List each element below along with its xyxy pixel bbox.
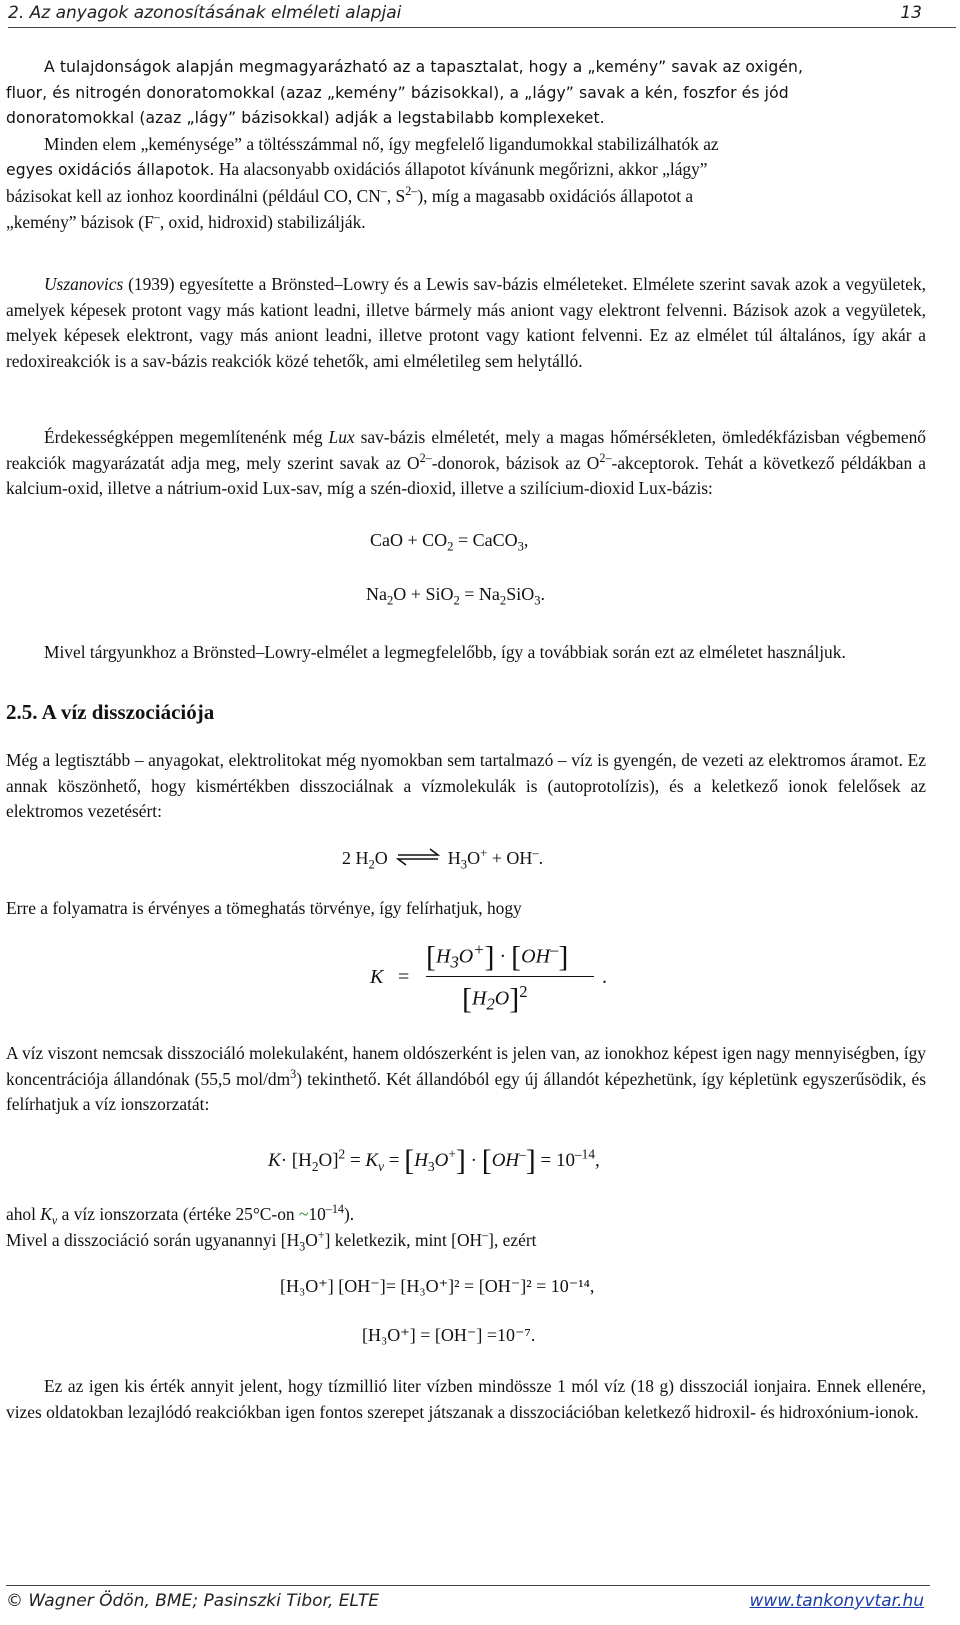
copyright-text: © Wagner Ödön, BME; Pasinszki Tibor, ELTE — [6, 1591, 379, 1611]
eq-fragment: CaO + CO — [370, 530, 448, 550]
para3 — [6, 425, 926, 502]
frac-sup: + — [473, 940, 485, 959]
p3-fragment: -donorok, bázisok az O — [431, 452, 600, 473]
eq-fragment: , — [523, 530, 529, 550]
p9-fragment: ], ezért — [488, 1229, 537, 1250]
frac-fragment: · — [499, 945, 507, 968]
p3-fragment: -akceptorok. Tehát a következő példákban a kalcium-oxid, illetve a nátrium-oxid Lux-sav, míg a szén-dioxid, illetve a szilícium-dioxid Lux-bázis: — [6, 452, 927, 499]
para7 — [6, 1041, 926, 1118]
para6: Erre a folyamatra is érvényes a tömeghatás törvénye, így felírhatjuk, hogy — [6, 898, 522, 918]
charge-sup: 2– — [599, 450, 612, 465]
fraction-denominator: $[H_2O]^2$ — [462, 982, 528, 1016]
eq-fragment: K — [268, 1150, 281, 1171]
frac-fragment: OH — [521, 945, 551, 968]
p1-fragment: , oxid, hidroxid) stabilizálják. — [159, 211, 366, 232]
eq-fragment: · — [470, 1150, 477, 1171]
p8-fragment: ahol — [6, 1204, 41, 1224]
eq-fragment: = — [345, 1150, 366, 1171]
p3-fragment: sav-bázis elméletét, mely a magas hőmérsékleten, ömledékfázisban végbemenő reakciók magyarázatát adja meg, mely szerint savak az O — [6, 427, 926, 473]
eq-fragment: K — [365, 1150, 379, 1171]
p1-line: Minden elem „keménysége” a töltésszámmal nő, így megfelelő ligandumokkal stabilizálhatók az — [44, 133, 719, 154]
p9-sub: 3 — [299, 1239, 306, 1254]
equation-concentration-value: [H₃O⁺] = [OH⁻] =10⁻⁷. — [362, 1325, 536, 1345]
eq-sub: 3 — [460, 857, 468, 872]
para2 — [6, 272, 926, 374]
p1-fragment: ), míg a magasabb oxidációs állapotot a — [417, 185, 694, 206]
p9-sup: + — [317, 1227, 325, 1242]
eq-fragment: . — [538, 848, 544, 868]
para8 — [6, 1202, 926, 1228]
equation-equal-concentrations: [H₃O⁺] [OH⁻]= [H₃O⁺]² = [OH⁻]² = 10⁻¹⁴, — [280, 1276, 595, 1296]
eq-fragment: H — [447, 848, 461, 868]
author-name: Lux — [328, 427, 355, 447]
eq-fragment: O] — [318, 1150, 339, 1171]
p1-fragment: „kemény” bázisok (F — [6, 211, 154, 232]
paragraph-bronsted — [6, 640, 926, 666]
eq-sub: 3 — [427, 1158, 435, 1174]
p1-fragment: Ha alacsonyabb oxidációs állapotot kívánunk megőrizni, akkor „lágy” — [214, 159, 708, 180]
frac-fragment: H — [472, 987, 487, 1010]
eq-sub: 2 — [447, 539, 454, 554]
charge-sup: 2– — [405, 184, 418, 199]
p8-fragment: 10 — [308, 1204, 326, 1224]
equilibrium-constant-equation — [370, 938, 630, 1018]
eq-fragment: OH — [491, 1150, 520, 1171]
para9 — [6, 1228, 926, 1254]
paragraph-kv-note — [6, 1202, 926, 1253]
charge-sup: – — [153, 209, 160, 224]
eq-fragment: = — [384, 1150, 405, 1171]
chapter-title: 2. Az anyagok azonosításának elméleti alapjai — [8, 3, 402, 23]
eq-sub: 3 — [517, 539, 524, 554]
p8-fragment: K — [40, 1204, 52, 1224]
para4: Mivel tárgyunkhoz a Brönsted–Lowry-elmélet a legmegfelelőbb, így a továbbiak során ezt az elméletet használjuk. — [44, 642, 846, 662]
equation-autoprotolysis — [342, 846, 544, 872]
frac-sup: 2 — [519, 982, 528, 1001]
eq-sub: 3 — [534, 593, 541, 608]
p8-fragment: a víz ionszorzata (értéke 25°C-on — [57, 1204, 299, 1224]
paragraph-water-conduction — [6, 748, 926, 825]
para5: Még a legtisztább – anyagokat, elektrolitokat még nyomokban sem tartalmazó – víz is gyengén, de vezeti az elektromos áramot. Ez annak köszönhető, hogy kismértékben disszociálnak a vízmolekulák is (autoprotolízis), és a keletkező ionok felelősek az elektromos vezetésért: — [6, 750, 926, 822]
equation-cao — [370, 530, 529, 554]
frac-sup: – — [550, 940, 559, 959]
frac-sub: 3 — [450, 952, 459, 972]
p8-fragment: ). — [344, 1204, 355, 1224]
frac-sub: 2 — [486, 994, 495, 1014]
section-title: A víz disszociációja — [41, 700, 215, 724]
frac-fragment: H — [436, 945, 451, 968]
p1-line: fluor, és nitrogén donoratomokkal (azaz „kemény” bázisokkal), a „lágy” savak a kén, foszfor és jód — [6, 83, 789, 102]
fraction-numerator: $[H_3O^+] \cdot [OH^-]$ — [426, 940, 569, 974]
approx-sign: ~ — [298, 1204, 309, 1224]
eq-sup: + — [448, 1146, 456, 1162]
eq-fragment: O — [467, 848, 481, 868]
eq-fragment: · [H — [280, 1150, 312, 1171]
fraction-bar — [426, 976, 594, 977]
p1-sans-fragment: egyes oxidációs állapotok. — [6, 161, 215, 180]
author-name: Uszanovics — [44, 274, 124, 294]
eq-sup: – — [519, 1146, 526, 1162]
eq-sub: 2 — [368, 857, 375, 872]
para10: Ez az igen kis érték annyit jelent, hogy tízmillió liter vízben mindössze 1 mól víz (18 g) disszociál ionjaira. Ennek ellenére, vizes oldatokban lezajlódó reakciókban igen fontos szerepet játszanak a disszociációban keletkező hidroxil- és hidroxónium-ionok. — [6, 1376, 926, 1422]
p1-fragment: , S — [386, 185, 406, 206]
footer-rule — [6, 1585, 930, 1586]
eq-fragment: , — [594, 1150, 600, 1171]
section-number: 2.5. — [6, 700, 38, 724]
eq-fragment: O — [434, 1150, 449, 1171]
p7-fragment: ) tekinthető. Két állandóból egy új állandót képezhetünk, így képletünk egyszerűsödik, és felírhatjuk a víz ionszorzatát: — [6, 1068, 927, 1115]
paragraph-lux — [6, 425, 926, 502]
p9-fragment: O — [305, 1229, 318, 1250]
eq-sub: v — [378, 1158, 385, 1174]
equation-ion-product: $K\cdot [H_2O]^2 = K_v = [H_3O^+] \cdot [OH^-] = 10^{-14}$, — [268, 1144, 600, 1177]
eq-sup: + — [480, 846, 488, 860]
p9-sup: – — [482, 1227, 489, 1242]
charge-sup: 2– — [419, 450, 432, 465]
p8-sub: v — [51, 1213, 58, 1228]
paragraph-mass-action — [6, 896, 926, 922]
eq-fragment: + OH — [487, 848, 533, 868]
eq-sub: 2 — [499, 593, 507, 608]
p1-line — [6, 210, 926, 236]
equation-period: . — [602, 966, 607, 988]
unit-sup: 3 — [290, 1066, 297, 1081]
eq-sub: 2 — [453, 593, 460, 608]
eq-sup: –14 — [575, 1146, 595, 1162]
p1-line: donoratomokkal (azaz „lágy” bázisokkal) adják a legstabilabb komplexeket. — [6, 109, 605, 128]
paragraph-hard-soft — [6, 55, 926, 235]
p3-fragment: Érdekességképpen megemlítenénk még — [44, 427, 329, 447]
p8-sup: –14 — [325, 1202, 344, 1217]
eq-fragment: = Na — [459, 584, 500, 604]
equation-na2o — [366, 584, 546, 608]
p9-fragment: Mivel a disszociáció során ugyanannyi [H — [6, 1229, 300, 1250]
p1-line — [6, 157, 926, 184]
header-rule — [8, 27, 956, 28]
symbol-k: K — [370, 966, 384, 988]
page-header — [8, 0, 956, 30]
eq-fragment: . — [540, 584, 546, 604]
section-heading — [6, 700, 214, 725]
p7-fragment: A víz viszont nemcsak disszociáló molekulaként, hanem oldószerként is jelen van, az ionokhoz képest igen nagy mennyiségben, így koncentrációja állandónak (55,5 mol/dm — [6, 1043, 926, 1089]
eq-sup: – — [532, 846, 539, 860]
website-link[interactable]: www.tankonyvtar.hu — [749, 1591, 924, 1611]
page-number: 13 — [900, 3, 922, 23]
paragraph-small-value — [6, 1374, 926, 1425]
paragraph-uszanovics — [6, 272, 926, 374]
charge-sup: – — [380, 184, 387, 199]
paragraph-solvent — [6, 1041, 926, 1118]
eq-fragment: 2 H — [342, 848, 369, 868]
eq-sub: 2 — [311, 1158, 319, 1174]
eq-sub: 2 — [387, 593, 394, 608]
eq-fragment: O — [374, 848, 388, 868]
eq-sup: 2 — [338, 1146, 346, 1162]
eq-fragment: SiO — [506, 584, 535, 604]
para2-text: (1939) egyesítette a Brönsted–Lowry és a Lewis sav-bázis elméleteket. Elmélete szerint savak azok a vegyületek, amelyek képesek protont vagy más kationt leadni, illetve bármely más aniont vagy elektront felvenni. Bázisok azok a vegyületek, melyek képesek elektront, vagy más aniont leadni, illetve protont vagy kationt felvenni. Ez az elmélet túl általános, így akár a redoxireakciók is a sav-bázis reakciók közé tehetők, ami elméletileg sem helytálló. — [6, 274, 926, 371]
eq-fragment: = 10 — [535, 1150, 576, 1171]
eq-fragment: = CaCO — [453, 530, 518, 550]
equilibrium-arrow-icon — [396, 848, 440, 866]
p1-line: A tulajdonságok alapján megmagyarázható az a tapasztalat, hogy a „kemény” savak az oxigén, — [44, 58, 804, 76]
equals-sign: = — [398, 966, 410, 988]
eq-fragment: O + SiO — [393, 584, 454, 604]
p9-fragment: ] keletkezik, mint [OH — [324, 1229, 483, 1250]
p1-fragment: bázisokat kell az ionhoz koordinálni (például CO, CN — [6, 185, 381, 206]
eq-fragment: Na — [366, 584, 387, 604]
frac-fragment: O — [494, 987, 510, 1010]
eq-fragment: H — [414, 1150, 428, 1171]
p1-line — [6, 184, 926, 210]
frac-fragment: O — [458, 945, 474, 968]
